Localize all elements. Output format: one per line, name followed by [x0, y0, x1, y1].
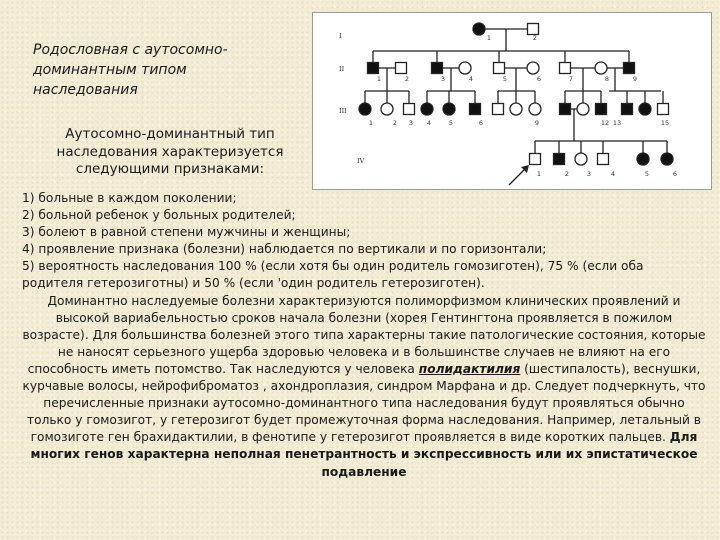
pedigree-figure	[312, 12, 712, 190]
male-unaffected	[530, 154, 541, 165]
female-unaffected	[381, 103, 393, 115]
paragraph-part-2: (шестипалость), веснушки, курчавые волосы, нейрофиброматоз , ахондроплазия, синдром Марфана и др. Следует подчеркнуть, что перечисленные признаки аутосомно-доминантного типа наследования будут проявляться обычно только у гомозигот, у гетерозигот будет промежуточная форма наследования. Например, летальный в гомозиготе ген брахидактилии, в фенотипе у гетерозигот проявляется в виде коротких пальцев.	[22, 361, 706, 445]
generation-3-number: 6	[478, 119, 484, 127]
generation-2-number: 1	[376, 75, 382, 83]
male-affected	[470, 104, 481, 115]
criterion-1: 1) больные в каждом поколении;	[22, 191, 237, 205]
male-unaffected	[404, 104, 415, 115]
generation-4-number: 5	[644, 170, 650, 178]
generation-label-4: IV	[357, 157, 365, 165]
generation-4-number: 6	[672, 170, 678, 178]
generation-3-number: 9	[534, 119, 540, 127]
intro-text: Аутосомно-доминантный тип наследования характеризуется следующими признаками:	[56, 126, 284, 177]
generation-2-number: 2	[404, 75, 410, 83]
criterion-3: 3) болеют в равной степени мужчины и женщины;	[22, 225, 351, 240]
female-unaffected	[510, 103, 522, 115]
male-affected	[596, 104, 607, 115]
male-affected	[368, 63, 379, 74]
slide-title: Родословная с аутосомно-доминантным типом наследования	[33, 42, 228, 98]
male-unaffected	[493, 104, 504, 115]
term-polydactyly: полидактилия	[418, 361, 521, 376]
female-affected	[443, 103, 455, 115]
female-affected	[421, 103, 433, 115]
female-unaffected	[595, 62, 607, 74]
paragraph-part-1: Доминантно наследуемые болезни характеризуются полиморфизмом клинических проявлений и высокой вариабельностью сроков начала болезни (хорея Гентингтона проявляется в пожилом возрасте). Для большинства болезней этого типа характерны такие патологические состояния, которые не наносят серьезного ущерба здоровью человека и в большинстве случаев не влияют на его способность иметь потомство. Так наследуются у человека	[22, 293, 706, 376]
generation-3-number: 13	[612, 119, 622, 127]
generation-4-number: 3	[586, 170, 592, 178]
male-unaffected	[494, 63, 505, 74]
male-affected	[554, 154, 565, 165]
male-affected	[432, 63, 443, 74]
generation-2-number: 3	[440, 75, 446, 83]
generation-2-number: 5	[502, 75, 508, 83]
generation-1-number: 1	[486, 34, 492, 42]
generation-3-number: 2	[392, 119, 398, 127]
generation-2-number: 4	[468, 75, 474, 83]
generation-label-1: I	[339, 32, 342, 40]
male-affected	[624, 63, 635, 74]
main-paragraph	[22, 293, 706, 481]
criterion-4: 4) проявление признака (болезни) наблюдается по вертикали и по горизонтали;	[22, 242, 547, 257]
generation-3-number: 3	[408, 119, 414, 127]
male-unaffected	[396, 63, 407, 74]
body-text	[22, 190, 706, 481]
female-affected	[639, 103, 651, 115]
female-unaffected	[575, 153, 587, 165]
male-affected	[622, 104, 633, 115]
male-unaffected	[598, 154, 609, 165]
generation-4-number: 1	[536, 170, 542, 178]
male-unaffected	[560, 63, 571, 74]
generation-2-number: 8	[604, 75, 610, 83]
generation-3-number: 1	[368, 119, 374, 127]
male-unaffected	[528, 24, 539, 35]
generation-4-number: 2	[564, 170, 570, 178]
male-unaffected	[658, 104, 669, 115]
female-affected	[473, 23, 485, 35]
female-unaffected	[459, 62, 471, 74]
generation-label-3: III	[339, 107, 347, 115]
paragraph-bold-end: Для многих генов характерна неполная пенетрантность и экспрессивность или их эпистатическое подавление	[30, 430, 698, 479]
generation-3-number: 4	[426, 119, 432, 127]
generation-2-number: 7	[568, 75, 574, 83]
female-affected	[637, 153, 649, 165]
generation-2-number: 9	[632, 75, 638, 83]
criterion-5: 5) вероятность наследования 100 % (если хотя бы один родитель гомозиготен), 75 % (если оба родителя гетерозиготны) и 50 % (если 'один родитель гетерозиготен).	[22, 259, 644, 291]
female-affected	[661, 153, 673, 165]
female-unaffected	[577, 103, 589, 115]
generation-3-number: 12	[600, 119, 610, 127]
female-unaffected	[527, 62, 539, 74]
generation-3-number: 5	[448, 119, 454, 127]
female-affected	[359, 103, 371, 115]
criterion-2: 2) больной ребенок у больных родителей;	[22, 208, 296, 223]
female-unaffected	[529, 103, 541, 115]
generation-1-number: 2	[532, 34, 538, 42]
generation-label-2: II	[339, 65, 345, 73]
generation-2-number: 6	[536, 75, 542, 83]
male-affected	[560, 104, 571, 115]
generation-3-number: 15	[660, 119, 670, 127]
pedigree-chart	[313, 13, 711, 189]
generation-4-number: 4	[610, 170, 616, 178]
